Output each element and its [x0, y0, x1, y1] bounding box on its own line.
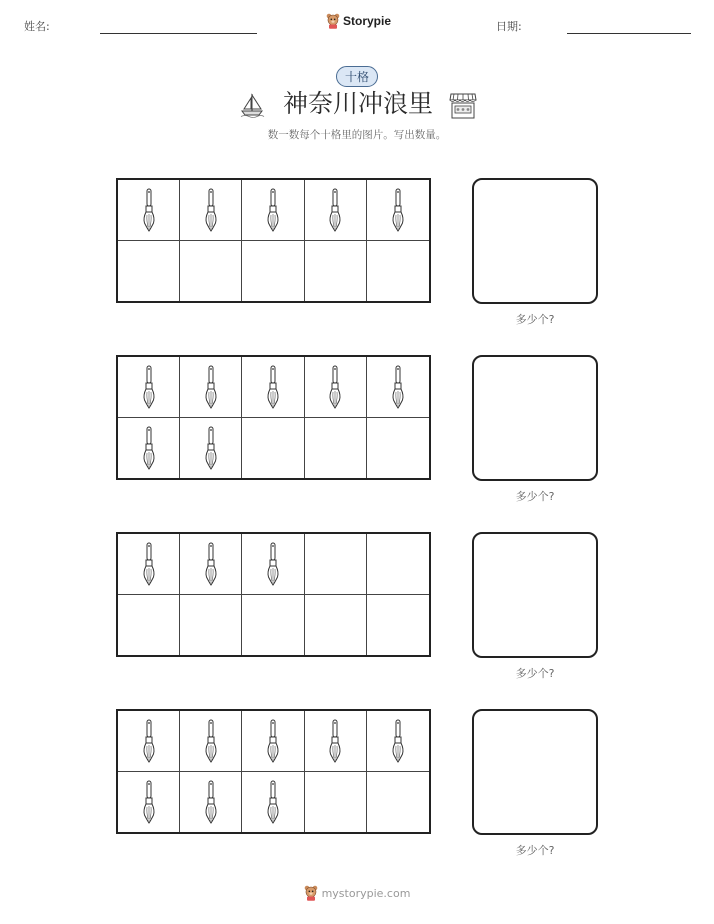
ten-frame-cell [367, 595, 429, 656]
paintbrush-icon [204, 365, 218, 409]
ten-frame [116, 355, 431, 480]
paintbrush-icon [204, 780, 218, 824]
ten-frame [116, 709, 431, 834]
ten-frame-cell [118, 357, 180, 418]
topic-badge: 十格 [336, 66, 378, 87]
name-field[interactable] [100, 33, 257, 34]
ten-frame-cell [305, 357, 367, 418]
answer-box[interactable] [472, 178, 598, 304]
footer [0, 885, 714, 901]
answer-question: 多少个? [515, 313, 555, 326]
paintbrush-icon [142, 365, 156, 409]
paintbrush-icon [266, 542, 280, 586]
ten-frame-cell [118, 772, 180, 833]
ten-frame-cell [118, 595, 180, 656]
date-field[interactable] [567, 33, 691, 34]
brand-logo [326, 13, 391, 29]
paintbrush-icon [142, 188, 156, 232]
page-title: 神奈川冲浪里 [282, 89, 433, 118]
answer-box[interactable] [472, 709, 598, 835]
instructions: 数一数每个十格里的图片。写出数量。 [267, 129, 447, 141]
paintbrush-icon [391, 719, 405, 763]
ten-frame-cell [305, 241, 367, 302]
ten-frame-cell [242, 534, 304, 595]
ten-frame [116, 532, 431, 657]
paintbrush-icon [266, 188, 280, 232]
paintbrush-icon [266, 719, 280, 763]
paintbrush-icon [266, 365, 280, 409]
ten-frame-cell [242, 418, 304, 479]
ten-frame-cell [305, 418, 367, 479]
ten-frame [116, 178, 431, 303]
ten-frame-cell [180, 357, 242, 418]
paintbrush-icon [142, 719, 156, 763]
paintbrush-icon [328, 365, 342, 409]
paintbrush-icon [142, 426, 156, 470]
bear-mascot-icon [304, 885, 318, 901]
date-label: 日期: [496, 20, 522, 33]
paintbrush-icon [142, 542, 156, 586]
ten-frame-cell [367, 357, 429, 418]
ten-frame-cell [305, 534, 367, 595]
paintbrush-icon [142, 780, 156, 824]
ten-frame-cell [242, 711, 304, 772]
paintbrush-icon [204, 542, 218, 586]
ten-frame-cell [367, 241, 429, 302]
answer-question: 多少个? [515, 667, 555, 680]
answer-box[interactable] [472, 355, 598, 481]
ten-frame-cell [242, 180, 304, 241]
ten-frame-cell [305, 711, 367, 772]
paintbrush-icon [391, 365, 405, 409]
ten-frame-cell [180, 180, 242, 241]
paintbrush-icon [328, 188, 342, 232]
ten-frame-cell [180, 241, 242, 302]
paintbrush-icon [328, 719, 342, 763]
ten-frame-cell [118, 180, 180, 241]
ten-frame-cell [305, 595, 367, 656]
ten-frame-cell [118, 418, 180, 479]
footer-url: mystorypie.com [321, 886, 411, 900]
brand-name: Storypie [343, 14, 392, 28]
bear-mascot-icon [326, 13, 340, 29]
ten-frame-cell [367, 180, 429, 241]
ten-frame-cell [118, 534, 180, 595]
ten-frame-cell [305, 772, 367, 833]
ten-frame-cell [367, 711, 429, 772]
paintbrush-icon [391, 188, 405, 232]
ten-frame-cell [180, 418, 242, 479]
shop-stall-icon [448, 92, 478, 120]
ten-frame-cell [242, 595, 304, 656]
ten-frame-cell [367, 772, 429, 833]
paintbrush-icon [266, 780, 280, 824]
ten-frame-cell [118, 241, 180, 302]
ten-frame-cell [367, 534, 429, 595]
answer-question: 多少个? [515, 844, 555, 857]
ten-frame-cell [367, 418, 429, 479]
paintbrush-icon [204, 719, 218, 763]
paintbrush-icon [204, 426, 218, 470]
ten-frame-cell [180, 711, 242, 772]
answer-box[interactable] [472, 532, 598, 658]
ten-frame-cell [242, 241, 304, 302]
name-label: 姓名: [24, 20, 50, 33]
ten-frame-cell [242, 772, 304, 833]
paintbrush-icon [204, 188, 218, 232]
sailboat-icon [239, 92, 265, 118]
ten-frame-cell [180, 595, 242, 656]
ten-frame-cell [180, 772, 242, 833]
answer-question: 多少个? [515, 490, 555, 503]
ten-frame-cell [180, 534, 242, 595]
ten-frame-cell [118, 711, 180, 772]
ten-frame-cell [242, 357, 304, 418]
ten-frame-cell [305, 180, 367, 241]
